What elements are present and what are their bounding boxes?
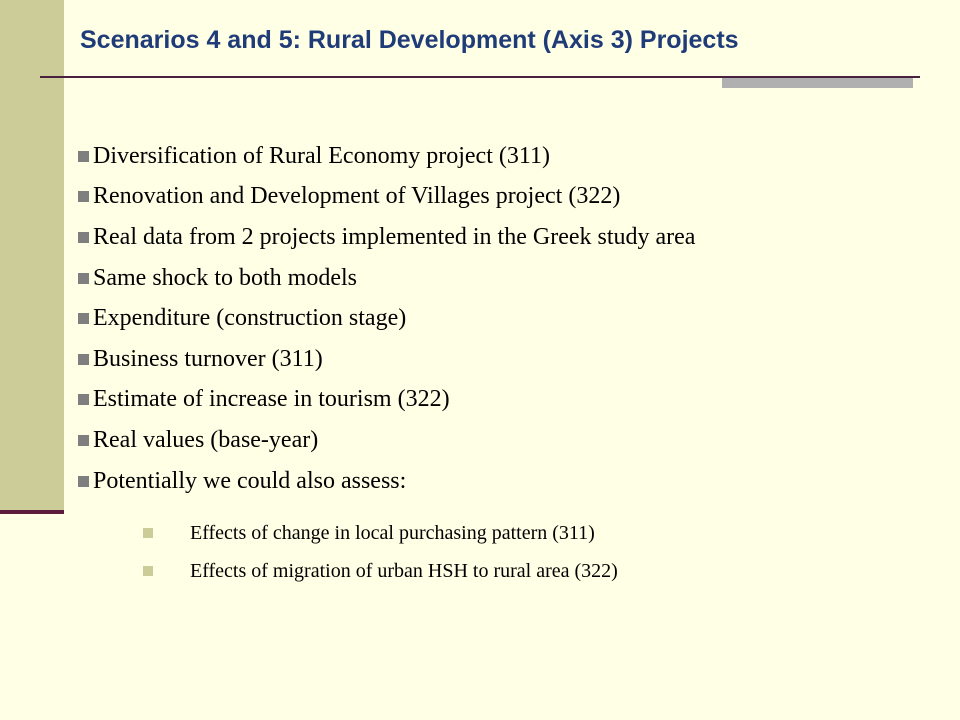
bullet-item [78,339,695,380]
bullet-square-icon [78,232,89,243]
slide-title: Scenarios 4 and 5: Rural Development (Axis 3) Projects [80,26,739,54]
bullet-item [78,136,695,177]
bullet-item [78,217,695,258]
bullet-square-icon [78,354,89,365]
sub-bullet-item [143,514,618,552]
bullet-text: Business turnover (311) [93,345,323,372]
bullet-text: Real values (base-year) [93,426,319,453]
bullet-text: Real data from 2 projects implemented in the Greek study area [93,223,696,250]
sub-bullet-square-icon [143,528,153,538]
sub-bullet-text: Effects of migration of urban HSH to rural area (322) [190,559,618,582]
bullet-text: Expenditure (construction stage) [93,305,407,332]
sub-bullet-text: Effects of change in local purchasing pattern (311) [190,521,595,544]
bullet-list [78,136,695,501]
bullet-item [78,298,695,339]
left-bar-underline [0,510,64,514]
bullet-square-icon [78,273,89,284]
title-accent-bar [722,78,913,88]
bullet-item [78,420,695,461]
bullet-item [78,380,695,421]
bullet-square-icon [78,151,89,162]
bullet-square-icon [78,313,89,324]
bullet-item [78,177,695,218]
bullet-item [78,258,695,299]
sub-bullet-list [143,514,618,590]
bullet-text: Estimate of increase in tourism (322) [93,386,450,413]
bullet-text: Potentially we could also assess: [93,467,407,494]
sub-bullet-item [143,552,618,590]
bullet-text: Renovation and Development of Villages project (322) [93,183,621,210]
sub-bullet-square-icon [143,566,153,576]
bullet-square-icon [78,394,89,405]
bullet-item [78,461,695,502]
bullet-square-icon [78,191,89,202]
bullet-square-icon [78,435,89,446]
bullet-text: Diversification of Rural Economy project (311) [93,142,550,169]
bullet-square-icon [78,476,89,487]
bullet-text: Same shock to both models [93,264,357,291]
